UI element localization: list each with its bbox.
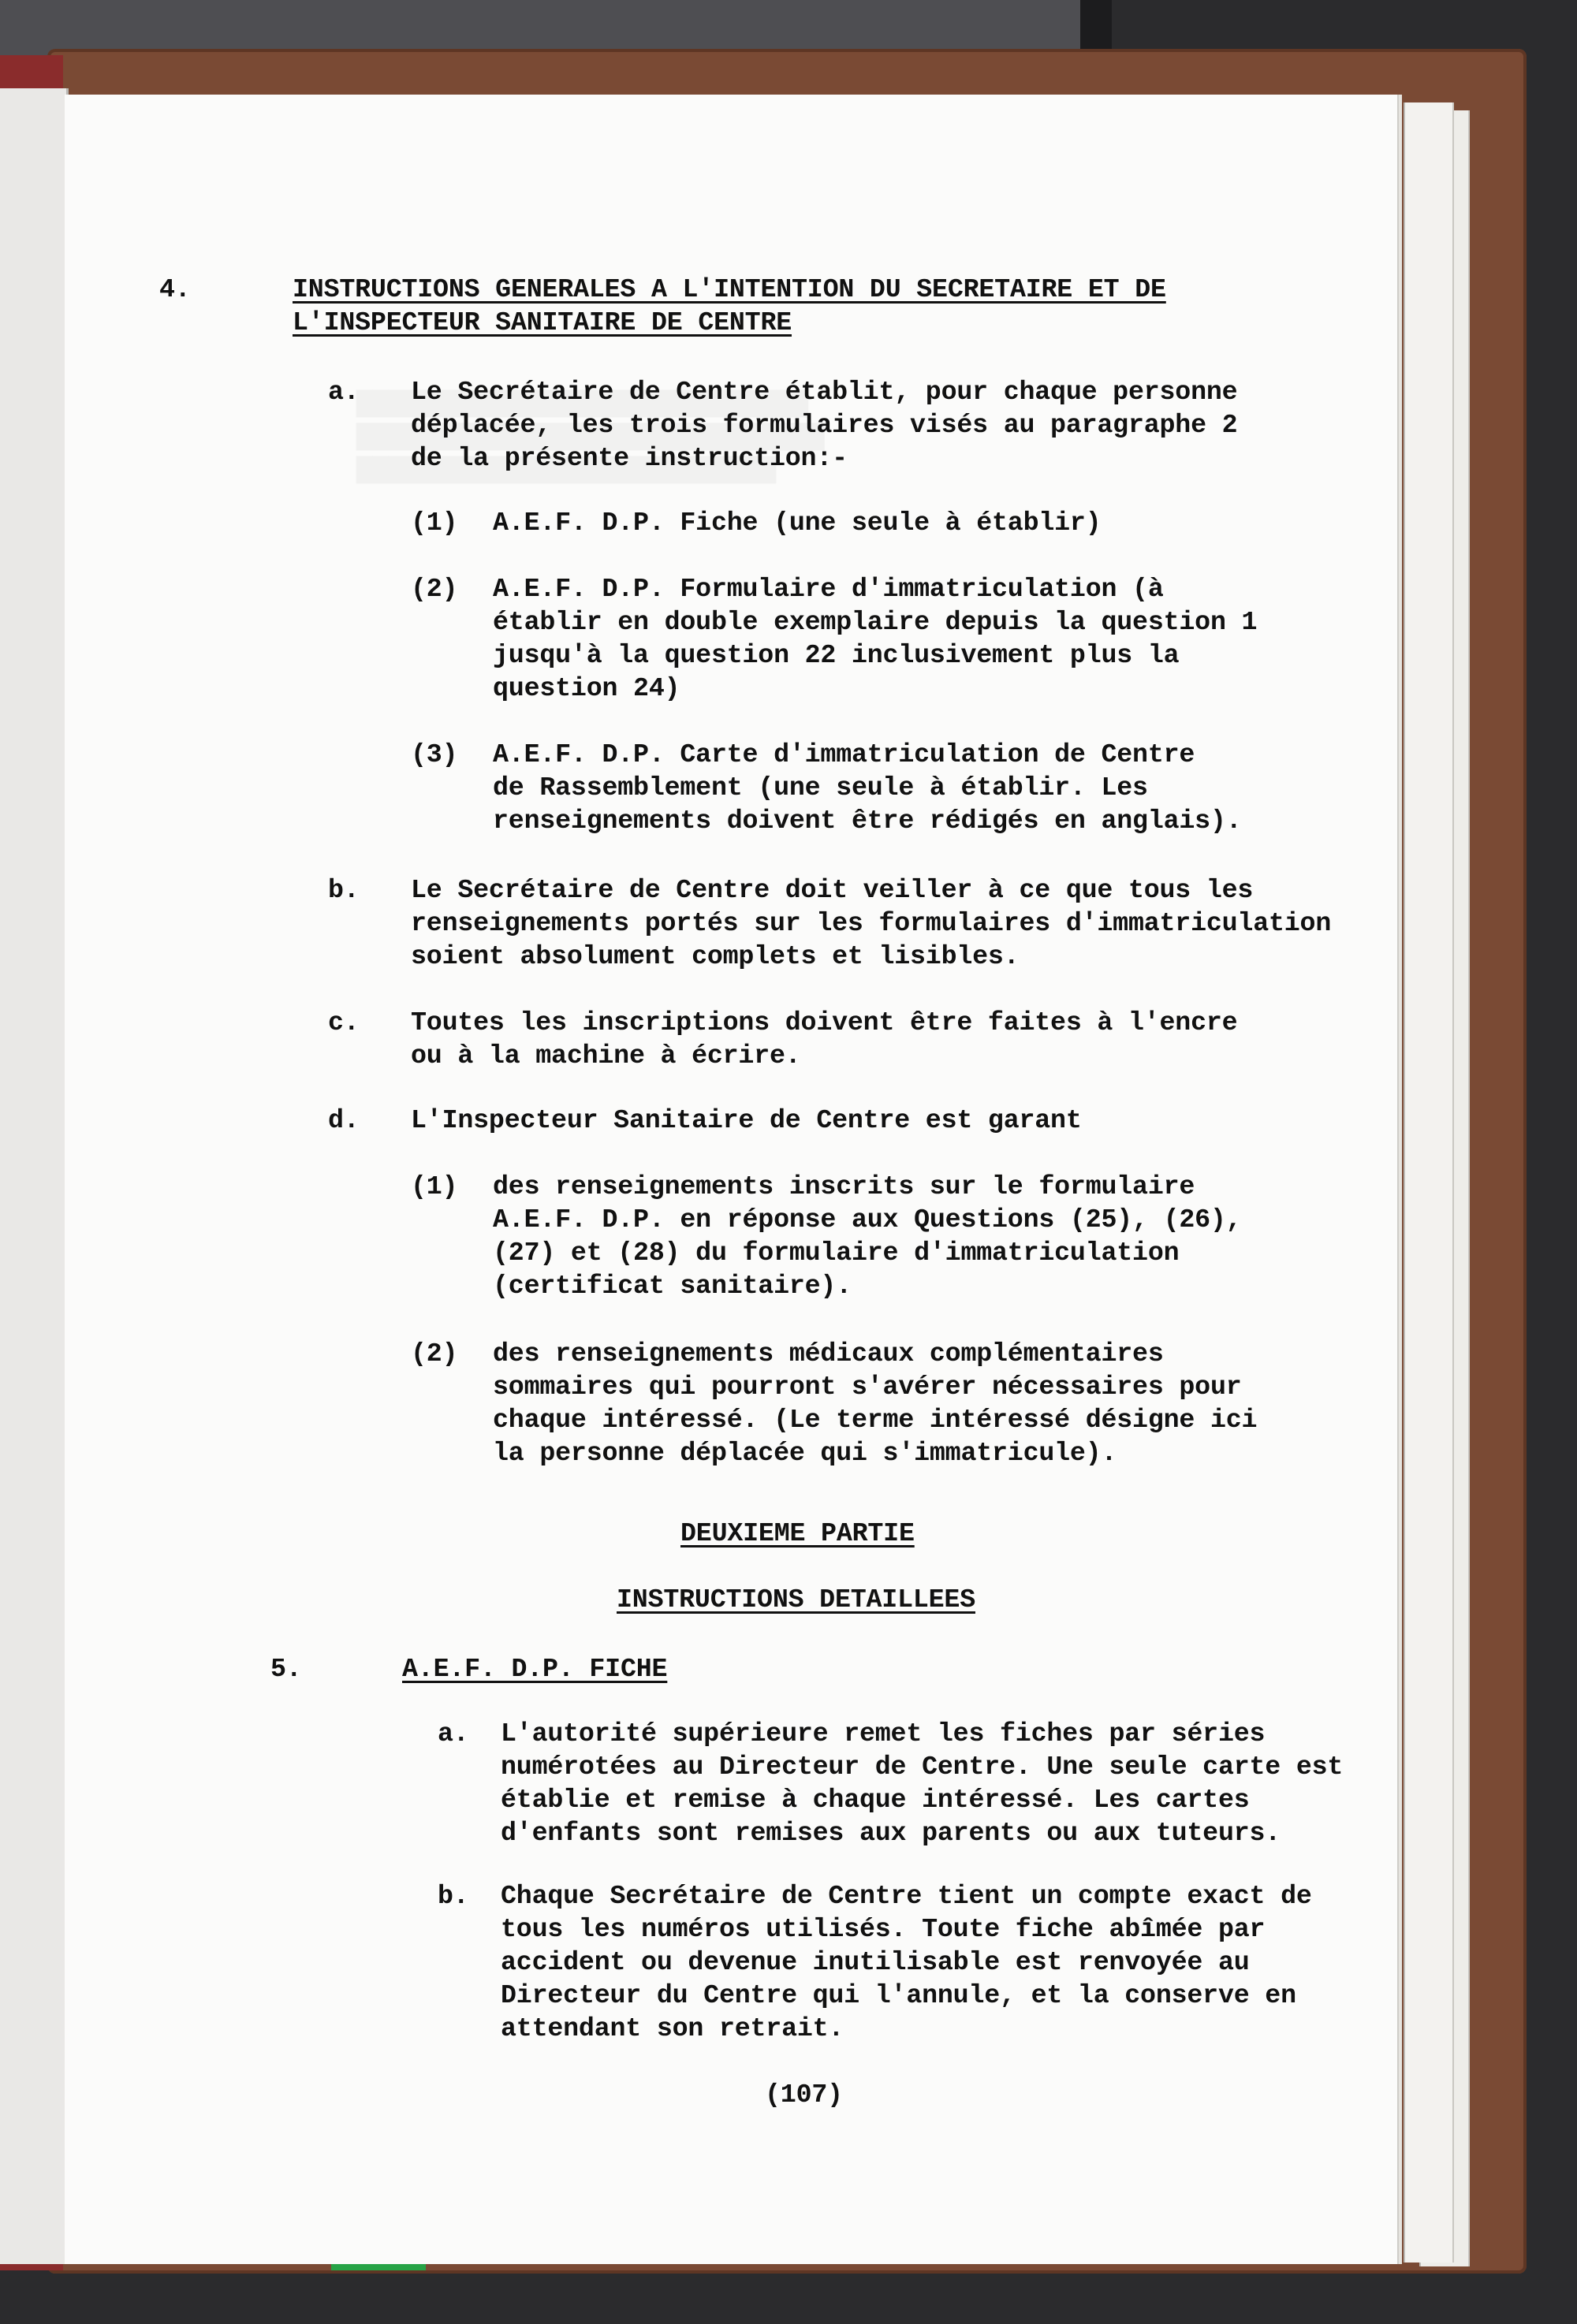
page-number: (107)	[765, 2080, 843, 2110]
item-4a1-marker: (1)	[411, 508, 458, 538]
item-4d2-marker: (2)	[411, 1339, 458, 1369]
item-4c-marker: c.	[328, 1007, 360, 1037]
section-4-heading-line2: L'INSPECTEUR SANITAIRE DE CENTRE	[293, 307, 792, 337]
item-4c-text: Toutes les inscriptions doivent être faites à l'encre ou à la machine à écrire.	[411, 1007, 1238, 1071]
item-4d2-text: des renseignements médicaux complémentaires sommaires qui pourront s'avérer nécessaires pour chaque intéressé. (Le terme intéressé désigne ici la personne déplacée qui s'immatricule).	[493, 1339, 1258, 1468]
item-4a1-text: A.E.F. D.P. Fiche (une seule à établir)	[493, 508, 1102, 538]
item-4b-text: Le Secrétaire de Centre doit veiller à ce que tous les renseignements portés sur les formulaires d'immatriculation soient absolument complets et lisibles.	[411, 875, 1332, 971]
item-5a-marker: a.	[438, 1719, 469, 1749]
facing-page-edge	[0, 88, 69, 2264]
section-4-number: 4.	[159, 274, 191, 304]
item-5a-text: L'autorité supérieure remet les fiches par séries numérotées au Directeur de Centre. Une seule carte est établie et remise à chaque intéressé. Les cartes d'enfants sont remises aux parents ou aux tuteurs.	[501, 1719, 1344, 1848]
part-subtitle: INSTRUCTIONS DETAILLEES	[617, 1585, 975, 1615]
section-5-number: 5.	[270, 1654, 302, 1684]
item-4d1-marker: (1)	[411, 1171, 458, 1201]
item-4d-text: L'Inspecteur Sanitaire de Centre est garant	[411, 1105, 1082, 1135]
section-4-heading-line1: INSTRUCTIONS GENERALES A L'INTENTION DU SECRETAIRE ET DE	[293, 274, 1166, 304]
item-5b-text: Chaque Secrétaire de Centre tient un compte exact de tous les numéros utilisés. Toute fiche abîmée par accident ou devenue inutilisable est renvoyée au Directeur du Centre qui l'annule, et la conserve en attendant son retrait.	[501, 1881, 1312, 2043]
item-5b-marker: b.	[438, 1881, 469, 1911]
item-4a2-text: A.E.F. D.P. Formulaire d'immatriculation (à établir en double exemplaire depuis la question 1 jusqu'à la question 22 inclusivement plus la question 24)	[493, 574, 1258, 703]
item-4d1-text: des renseignements inscrits sur le formulaire A.E.F. D.P. en réponse aux Questions (25), (26), (27) et (28) du formulaire d'immatriculation (certificat sanitaire).	[493, 1171, 1242, 1301]
item-4a3-marker: (3)	[411, 739, 458, 769]
item-4a-text: Le Secrétaire de Centre établit, pour chaque personne déplacée, les trois formulaires visés au paragraphe 2 de la présente instruction:-	[411, 377, 1238, 473]
back-page-edge	[1404, 102, 1454, 2263]
section-5-heading: A.E.F. D.P. FICHE	[402, 1654, 668, 1684]
item-4d-marker: d.	[328, 1105, 360, 1135]
part-title: DEUXIEME PARTIE	[680, 1518, 915, 1548]
item-4b-marker: b.	[328, 875, 360, 905]
item-4a3-text: A.E.F. D.P. Carte d'immatriculation de Centre de Rassemblement (une seule à établir. Les renseignements doivent être rédigés en anglais).	[493, 739, 1242, 836]
item-4a-marker: a.	[328, 377, 360, 407]
item-4a2-marker: (2)	[411, 574, 458, 604]
